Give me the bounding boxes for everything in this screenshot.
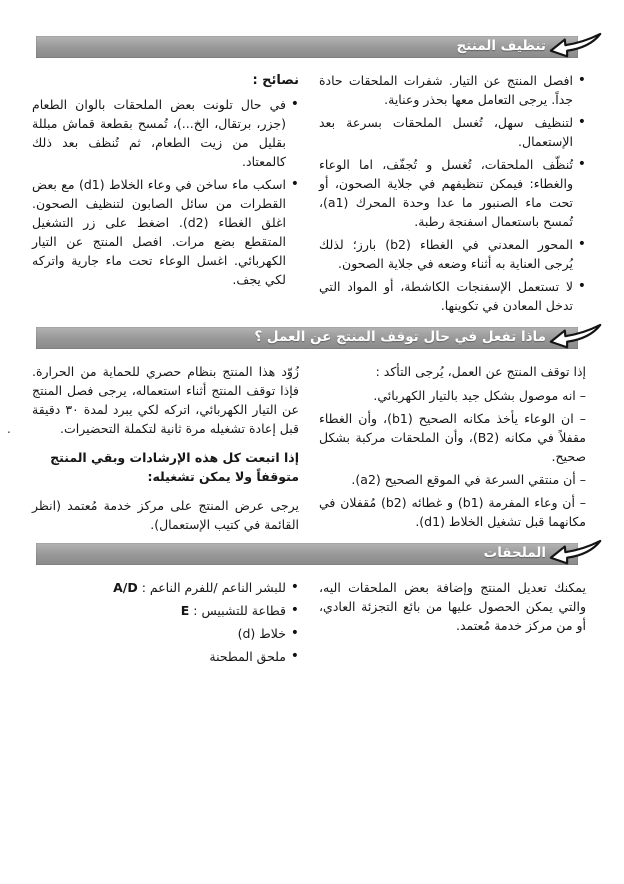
scan-artifact-dot: .	[7, 422, 11, 436]
check-item: – انه موصول بشكل جيد بالتيار الكهربائي.	[373, 388, 586, 403]
section-title: الملحقات	[483, 545, 546, 562]
section-cleaning	[30, 36, 590, 319]
cleaning-columns	[32, 71, 586, 319]
tips-heading: نصائح :	[252, 73, 299, 88]
troubleshooting-checks-column	[319, 362, 586, 535]
tips-bullet-list	[32, 95, 299, 289]
accessory-item	[32, 578, 299, 597]
section-accessories	[30, 543, 590, 670]
cleaning-tips-column	[32, 71, 299, 319]
accessory-code: A/D	[113, 580, 138, 595]
section-title: ماذا تفعل في حال توقف المنتج عن العمل ؟	[254, 329, 546, 346]
accessories-list-column	[32, 578, 299, 670]
service-center-paragraph: يرجى عرض المنتج على مركز خدمة مُعتمد (انظر القائمة في كتيب الإستعمال).	[32, 498, 299, 532]
troubleshooting-columns	[32, 362, 586, 535]
accessory-label: ملحق المطحنة	[209, 649, 286, 664]
section-title: تنظيف المنتج	[456, 38, 546, 55]
accessories-list	[32, 578, 299, 666]
list-item: • لا تستعمل الإسفنجات الكاشطة، أو المواد التي تدخل المعادن في تكوينها.	[319, 277, 586, 315]
accessory-label: للبشر الناعم /للفرم الناعم :	[137, 580, 286, 595]
accessory-item	[32, 624, 299, 643]
accessory-label: خلاط (d)	[237, 626, 286, 641]
cleaning-bullet-list	[319, 71, 586, 315]
accessories-intro-paragraph: يمكنك تعديل المنتج وإضافة بعض الملحقات اليه، والتي يمكن الحصول عليها من بائع التجزئة العادي، أو من مركز خدمة مُعتمد.	[319, 580, 586, 633]
check-item: – أن وعاء المفرمة (b1) و غطائه (b2) مُقفلان في مكانهما قبل تشغيل الخلاط (d1).	[319, 495, 586, 529]
accessory-item	[32, 601, 299, 620]
accessory-item	[32, 647, 299, 666]
accessories-intro-column	[319, 578, 586, 670]
accessories-columns	[32, 578, 586, 670]
list-item: • تُنظّف الملحقات، تُغسل و تُجفّف، اما الوعاء والغطاء: فيمكن تنظيفهم في جلاية الصحون، أو تحت ماء الصنبور ما عدا وحدة المحرك (a1)، تُمسح باستعمال اسفنجة رطبة.	[319, 155, 586, 231]
list-item: • افصل المنتج عن التيار. شفرات الملحقات حادة جداً. يرجى التعامل معها بحذر وعناية.	[319, 71, 586, 109]
list-item: • لتنظيف سهل، تُغسل الملحقات بسرعة بعد الإستعمال.	[319, 113, 586, 151]
check-item: – أن منتقي السرعة في الموقع الصحيح (a2).	[351, 472, 586, 487]
list-item: • اسكب ماء ساخن في وعاء الخلاط (d1) مع بعض القطرات من سائل الصابون لتنظيف الصحون. اغلق الغطاء (d2). اضغط على زر التشغيل المتقطع بضع مرات. افصل المنتج عن التيار الكهربائي. اغسل الوعاء تحت ماء جارية واتركه لكي يجف.	[32, 175, 299, 289]
cleaning-instructions-column	[319, 71, 586, 319]
section-troubleshooting-header-bar	[36, 327, 578, 349]
check-item: – ان الوعاء يأخذ مكانه الصحيح (b1)، وأن الغطاء مقفلاً في مكانه (B2)، وأن الملحقات مركبة بشكل صحيح.	[319, 411, 586, 464]
thermal-protection-paragraph: زُوّد هذا المنتج بنظام حصري للحماية من الحرارة. فإذا توقف المنتج أثناء استعماله، يرجى فصل المنتج عن التيار الكهربائي، اتركه لكي يبرد لمدة ٣٠ دقيقة قبل إعادة تشغيله مرة ثانية لتكملة التحضيرات.	[32, 364, 299, 436]
accessory-label: قطاعة للتشبيس :	[189, 603, 286, 618]
accessory-code: E	[180, 603, 190, 618]
checks-list	[319, 386, 586, 531]
still-not-working-paragraph: إذا اتبعت كل هذه الإرشادات وبقي المنتج متوقفاً ولا يمكن تشغيله:	[50, 450, 299, 484]
checks-intro: إذا توقف المنتج عن العمل، يُرجى التأكد :	[375, 364, 586, 379]
list-item: • المحور المعدني في الغطاء (b2) بارز؛ لذلك يُرجى العناية به أثناء وضعه في جلاية الصحون.	[319, 235, 586, 273]
list-item: • في حال تلونت بعض الملحقات بالوان الطعام (جزر، برتقال، الخ...)، تُمسح بقطعة قماش مبللة بقليل من زيت الطعام، ثم تُنظف بعد ذلك كالمعتاد.	[32, 95, 299, 171]
section-cleaning-header-bar	[36, 36, 578, 58]
troubleshooting-info-column	[32, 362, 299, 535]
section-accessories-header-bar	[36, 543, 578, 565]
section-troubleshooting	[30, 327, 590, 535]
